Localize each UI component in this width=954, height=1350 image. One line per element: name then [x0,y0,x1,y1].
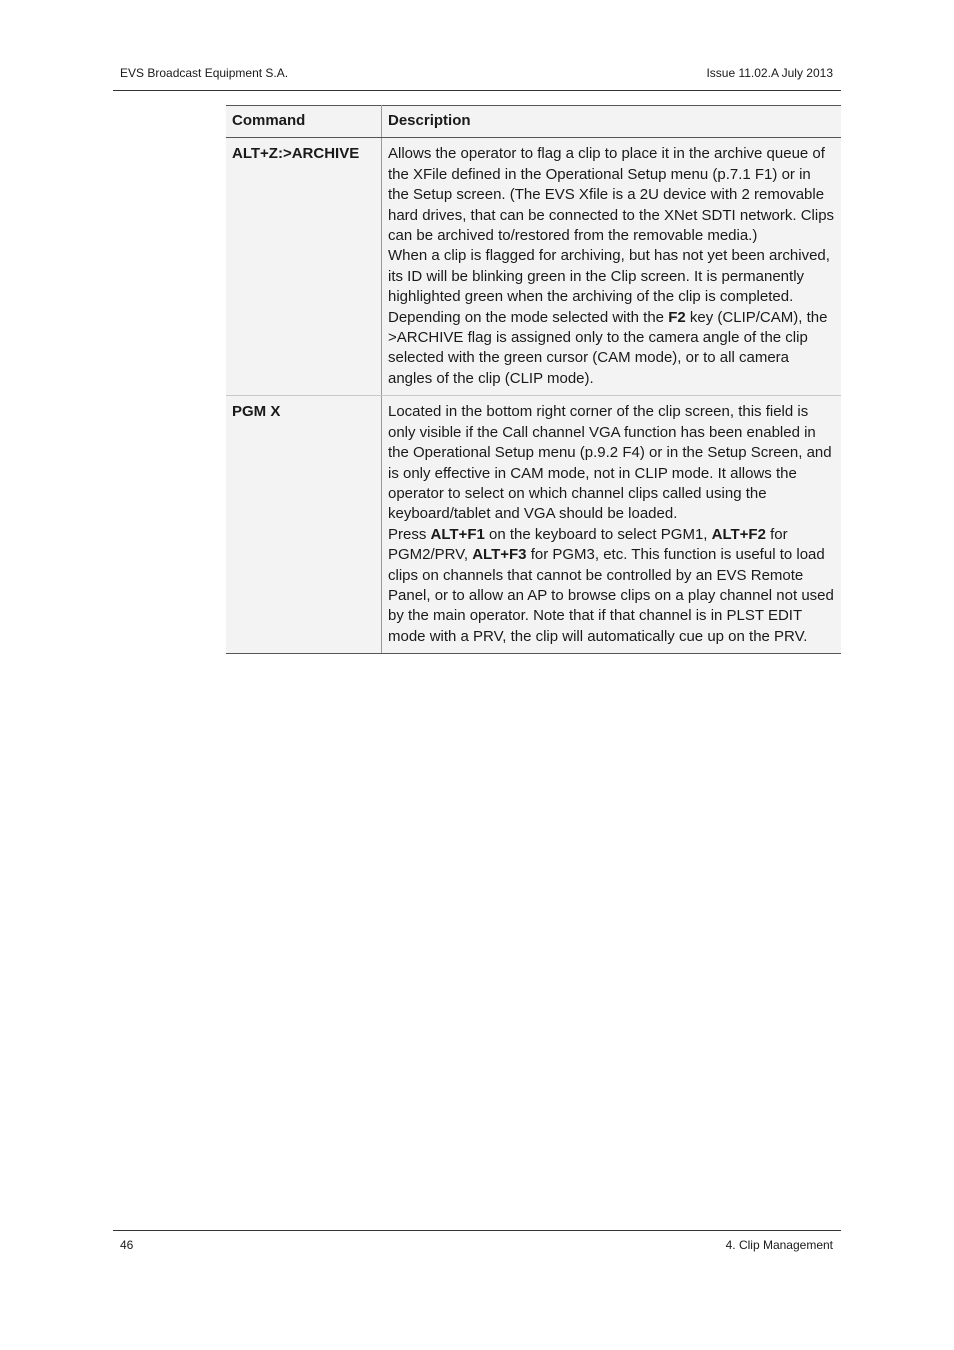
description-paragraph: When a clip is flagged for archiving, but has not yet been archived, its ID will be blinking green in the Clip screen. It is permanently highlighted green when the archiving of the clip is completed. [388,247,830,306]
command-table [226,105,841,654]
header-issue: Issue 11.02.A July 2013 [706,66,833,80]
text-run: for PGM3, etc. This function is useful to load clips on channels that cannot be controlled by an EVS Remote Panel, or to allow an AP to browse clips on a play channel not used by the main operator. Note that if that channel is in PLST EDIT mode with a PRV, the clip will automatically cue up on the PRV. [388,546,834,645]
text-run: Depending on the mode selected with the [388,308,669,326]
description-cell [382,138,842,396]
text-run: key (CLIP/CAM), the >ARCHIVE flag is assigned only to the camera angle of the clip selected with the green cursor (CAM mode), or to all camera angles of the clip (CLIP mode). [388,308,828,387]
footer-rule [113,1230,841,1231]
text-run: Press [388,525,431,543]
text-run: for PGM2/PRV, [388,525,788,564]
chapter-title: 4. Clip Management [725,1238,833,1252]
description-cell [382,396,842,654]
table-row [226,138,841,396]
column-header-description: Description [382,106,842,138]
key-name: ALT+F1 [430,525,485,543]
key-name: ALT+F2 [711,525,766,543]
key-name: F2 [668,308,686,326]
description-paragraph: Allows the operator to flag a clip to place it in the archive queue of the XFile defined in the Operational Setup menu (p.7.1 F1) or in the Setup screen. (The EVS Xfile is a 2U device with 2 removable hard drives, that can be connected to the XNet SDTI network. Clips can be archived to/restored from the removable media.) [388,145,835,245]
column-header-command: Command [226,106,382,138]
table-row [226,396,841,654]
command-cell: PGM X [226,396,382,654]
header-rule [113,90,841,91]
header-company: EVS Broadcast Equipment S.A. [120,66,289,80]
text-run: on the keyboard to select PGM1, [484,525,712,543]
description-paragraph [388,308,835,390]
description-paragraph [388,525,835,647]
description-paragraph: Located in the bottom right corner of the clip screen, this field is only visible if the Call channel VGA function has been enabled in the Operational Setup menu (p.9.2 F4) or in the Setup Screen, and is only effective in CAM mode, not in CLIP mode. It allows the operator to select on which channel clips called using the keyboard/tablet and VGA should be loaded. [388,403,832,523]
table-header-row [226,106,841,138]
key-name: ALT+F3 [472,546,527,564]
page-number: 46 [120,1238,134,1252]
command-cell: ALT+Z:>ARCHIVE [226,138,382,396]
